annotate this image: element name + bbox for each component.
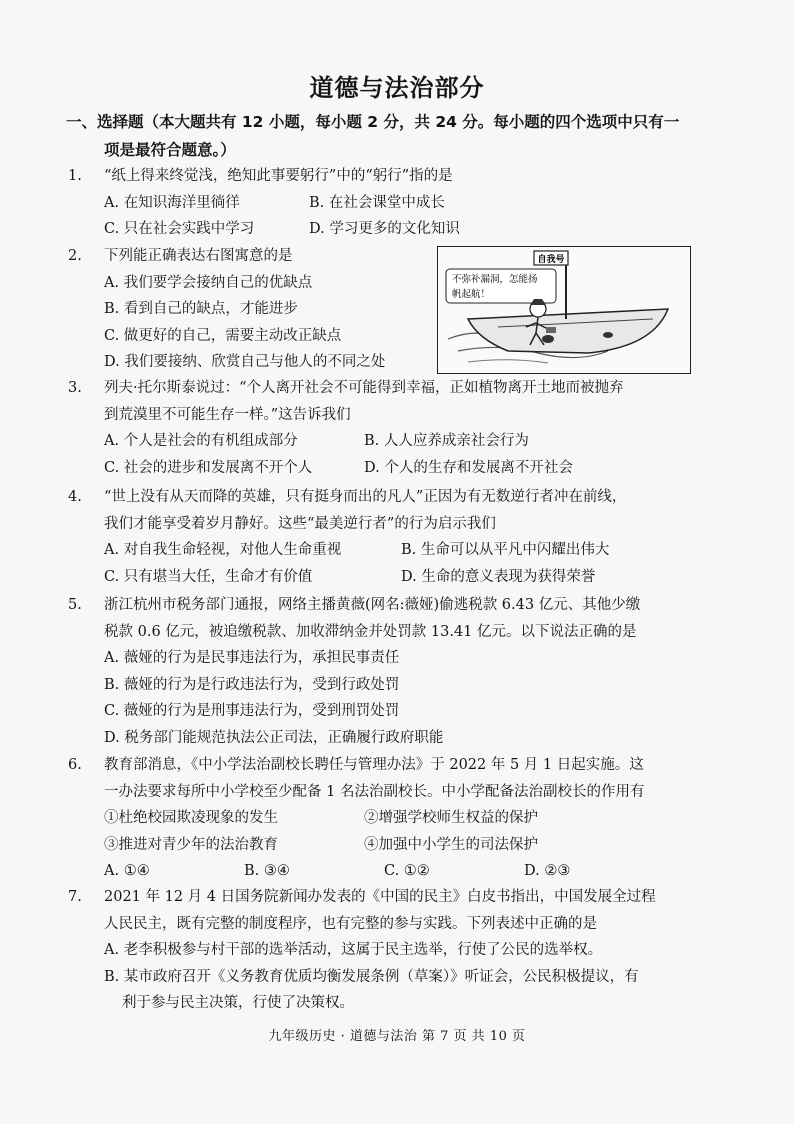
statement-4: ④加强中小学生的司法保护 <box>364 836 538 853</box>
section-heading-line2: 项是最符合题意。） <box>104 141 236 159</box>
option-a: A. 我们要学会接纳自己的优缺点 <box>104 274 313 291</box>
question-7 <box>68 884 698 1017</box>
option-b-line1: B. 某市政府召开《义务教育优质均衡发展条例（草案）》听证会，公民积极提议，有 <box>104 968 639 985</box>
cartoon-illustration <box>437 246 691 374</box>
option-c: C. 社会的进步和发展离不开个人 <box>104 459 313 476</box>
question-stem-line2: 到荒漠里不可能生存一样。”这告诉我们 <box>104 406 351 423</box>
option-row <box>104 455 698 482</box>
option-c: C. 薇娅的行为是刑事违法行为，受到刑罚处罚 <box>104 703 400 719</box>
statement-row <box>104 805 698 832</box>
question-stem-line2: 一办法要求每所中小学校至少配备 1 名法治副校长。中小学配备法治副校长的作用有 <box>104 783 645 800</box>
statement-1: ①杜绝校园欺凌现象的发生 <box>104 810 278 826</box>
option-row <box>104 190 698 217</box>
question-4 <box>68 484 698 590</box>
question-number: 7. <box>68 889 82 905</box>
question-number: 4. <box>68 489 82 505</box>
option-a: A. 老李积极参与村干部的选举活动，这属于民主选举，行使了公民的选举权。 <box>104 942 603 958</box>
cartoon-svg <box>438 247 690 373</box>
speech-text-line1: 不弥补漏洞，怎能扬 <box>452 274 538 285</box>
option-row <box>104 858 698 885</box>
question-stem-line1: “世上没有从天而降的英雄，只有挺身而出的凡人”正因为有无数逆行者冲在前线， <box>104 489 627 505</box>
option-a: A. 在知识海洋里徜徉 <box>104 194 240 211</box>
question-number: 2. <box>68 248 82 264</box>
option-a: A. ①④ <box>104 863 150 879</box>
question-stem: 下列能正确表达右图寓意的是 <box>104 248 293 264</box>
option-c: C. 只有堪当大任，生命才有价值 <box>104 568 313 585</box>
boat-hole <box>542 335 554 343</box>
option-b-line2: 利于参与民主决策，行使了决策权。 <box>122 995 354 1011</box>
option-row <box>104 428 698 455</box>
option-row <box>104 216 698 243</box>
section-heading <box>66 108 706 164</box>
flag-text: 自我号 <box>537 255 565 265</box>
question-number: 1. <box>68 168 82 184</box>
question-6 <box>68 752 698 885</box>
statement-3: ③推进对青少年的法治教育 <box>104 836 278 853</box>
question-3 <box>68 375 698 481</box>
option-d: D. 我们要接纳、欣赏自己与他人的不同之处 <box>104 354 386 370</box>
question-number: 6. <box>68 757 82 773</box>
option-c: C. ①② <box>384 863 430 879</box>
option-d: D. 税务部门能规范执法公正司法，正确履行政府职能 <box>104 729 444 746</box>
option-row <box>104 564 698 591</box>
water-ripple <box>468 360 548 363</box>
option-d: D. ②③ <box>524 863 571 879</box>
option-a: A. 对自我生命轻视，对他人生命重视 <box>104 542 342 558</box>
option-d: D. 生命的意义表现为获得荣誉 <box>401 568 596 585</box>
patch-tool <box>546 327 556 333</box>
option-row <box>104 537 698 564</box>
question-stem-line1: 浙江杭州市税务部门通报，网络主播黄薇(网名:薇娅)偷逃税款 6.43 亿元、其他少缴 <box>104 597 641 613</box>
question-5 <box>68 592 698 751</box>
option-b: B. 生命可以从平凡中闪耀出伟大 <box>401 542 610 558</box>
option-c: C. 只在社会实践中学习 <box>104 221 255 237</box>
option-d: D. 个人的生存和发展离不开社会 <box>364 459 573 476</box>
option-b: B. ③④ <box>244 863 290 879</box>
question-stem: “纸上得来终觉浅，绝知此事要躬行”中的“躬行”指的是 <box>104 168 453 184</box>
question-number: 3. <box>68 380 82 396</box>
option-b: B. 看到自己的缺点，才能进步 <box>104 301 298 317</box>
option-a: A. 个人是社会的有机组成部分 <box>104 433 298 449</box>
question-stem-line1: 列夫·托尔斯泰说过：“个人离开社会不可能得到幸福，正如植物离开土地而被抛弃 <box>104 380 624 396</box>
option-d: D. 学习更多的文化知识 <box>309 221 460 237</box>
option-b: B. 薇娅的行为是行政违法行为，受到行政处罚 <box>104 676 400 693</box>
question-stem-line1: 2021 年 12 月 4 日国务院新闻办发表的《中国的民主》白皮书指出，中国发展全过程 <box>104 889 656 905</box>
boat-hull <box>468 309 668 353</box>
option-b: B. 在社会课堂中成长 <box>309 194 445 211</box>
page-title: 道德与法治部分 <box>309 74 485 102</box>
question-stem-line2: 我们才能享受着岁月静好。这些“最美逆行者”的行为启示我们 <box>104 515 496 532</box>
question-number: 5. <box>68 597 82 613</box>
boat-hole <box>603 332 613 338</box>
question-stem-line2: 人民民主，既有完整的制度程序，也有完整的参与实践。下列表述中正确的是 <box>104 915 597 932</box>
statement-2: ②增强学校师生权益的保护 <box>364 810 538 826</box>
statement-row <box>104 832 698 859</box>
option-c: C. 做更好的自己，需要主动改正缺点 <box>104 327 342 344</box>
speech-text-line2: 帆起航！ <box>452 289 491 300</box>
option-a: A. 薇娅的行为是民事违法行为，承担民事责任 <box>104 650 400 666</box>
section-heading-line1: 一、选择题（本大题共有 12 小题，每小题 2 分，共 24 分。每小题的四个选项中只有一 <box>66 113 680 131</box>
option-b: B. 人人应养成亲社会行为 <box>364 433 529 449</box>
question-stem-line2: 税款 0.6 亿元，被追缴税款、加收滞纳金并处罚款 13.41 亿元。以下说法正确的是 <box>104 623 637 640</box>
question-stem-line1: 教育部消息，《中小学法治副校长聘任与管理办法》于 2022 年 5 月 1 日起实施。这 <box>104 757 644 773</box>
question-1 <box>68 163 698 243</box>
page-footer: 九年级历史 · 道德与法治 第 7 页 共 10 页 <box>268 1029 526 1044</box>
